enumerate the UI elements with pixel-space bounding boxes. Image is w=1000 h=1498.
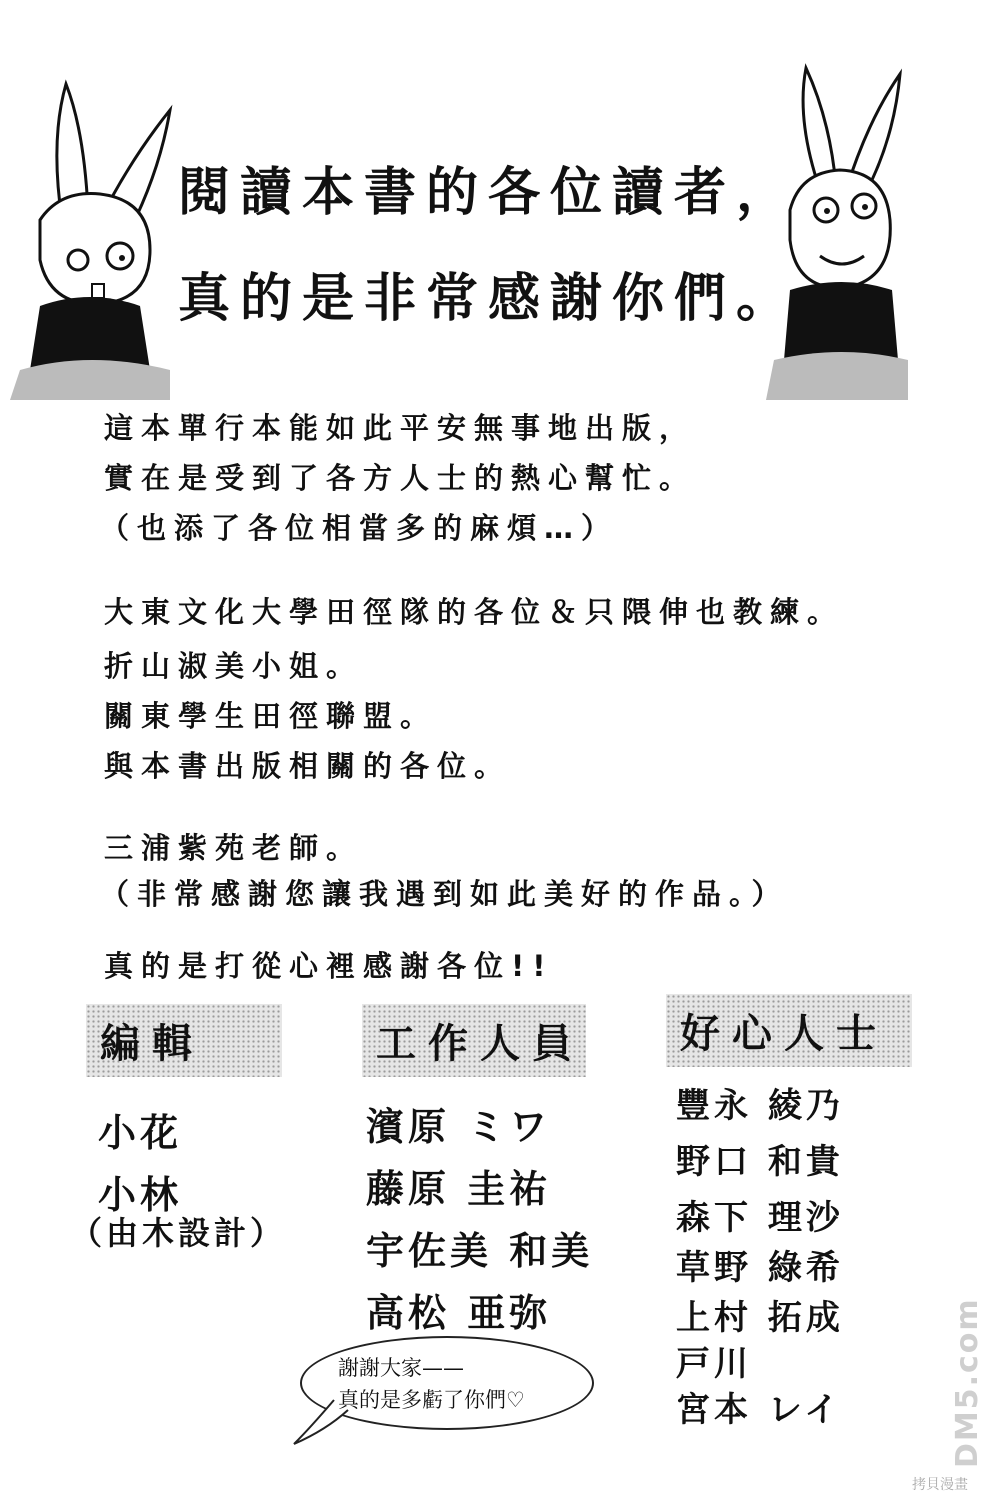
title-line-2: 真的是非常感謝你們。 (178, 268, 799, 329)
body-line: 這本單行本能如此平安無事地出版， (104, 411, 697, 445)
body-line: 三浦紫苑老師。 (104, 831, 364, 865)
editor-name: （由木設計） (70, 1214, 287, 1252)
staff-heading: 工作人員 (362, 1004, 586, 1077)
staff-name: 濱原 ミワ (366, 1105, 552, 1149)
helper-name: 上村 拓成 (676, 1298, 844, 1338)
staff-name: 藤原 圭祐 (366, 1167, 552, 1211)
title-line-1: 閱讀本書的各位讀者， (178, 162, 799, 223)
body-line: 真的是打從心裡感謝各位!! (104, 949, 554, 983)
editor-name: 小林 (98, 1173, 183, 1217)
rabbit-right-illustration (760, 60, 910, 410)
bubble-line-1: 謝謝大家—— (338, 1356, 464, 1380)
body-line: 實在是受到了各方人士的熱心幫忙。 (104, 461, 697, 495)
body-line: 關東學生田徑聯盟。 (104, 699, 438, 733)
helper-name: 草野 綠希 (676, 1248, 844, 1288)
bubble-line-2: 真的是多虧了你們♡ (338, 1388, 525, 1412)
helper-name: 戸川 (676, 1344, 752, 1384)
body-line: 大東文化大學田徑隊的各位＆只隈伸也教練。 (104, 595, 845, 629)
helper-name: 野口 和貴 (676, 1142, 844, 1182)
helper-name: 森下 理沙 (676, 1198, 844, 1238)
helper-name: 宮本 レイ (676, 1390, 843, 1430)
site-watermark: DM5.com (950, 1297, 985, 1468)
body-line: （也添了各位相當多的麻煩…） (100, 511, 619, 545)
rabbit-left-illustration (0, 70, 180, 400)
editors-heading: 編輯 (86, 1004, 282, 1077)
editor-name: 小花 (98, 1111, 183, 1155)
staff-name: 宇佐美 和美 (366, 1229, 594, 1273)
helpers-heading: 好心人士 (666, 994, 912, 1067)
staff-name: 高松 亜弥 (366, 1291, 552, 1335)
body-line: 與本書出版相關的各位。 (104, 749, 512, 783)
helper-name: 豐永 綾乃 (676, 1086, 844, 1126)
body-line: 折山淑美小姐。 (104, 649, 364, 683)
body-line: （非常感謝您讓我遇到如此美好的作品。） (100, 877, 789, 911)
corner-watermark: 拷貝漫畫 (912, 1477, 968, 1493)
